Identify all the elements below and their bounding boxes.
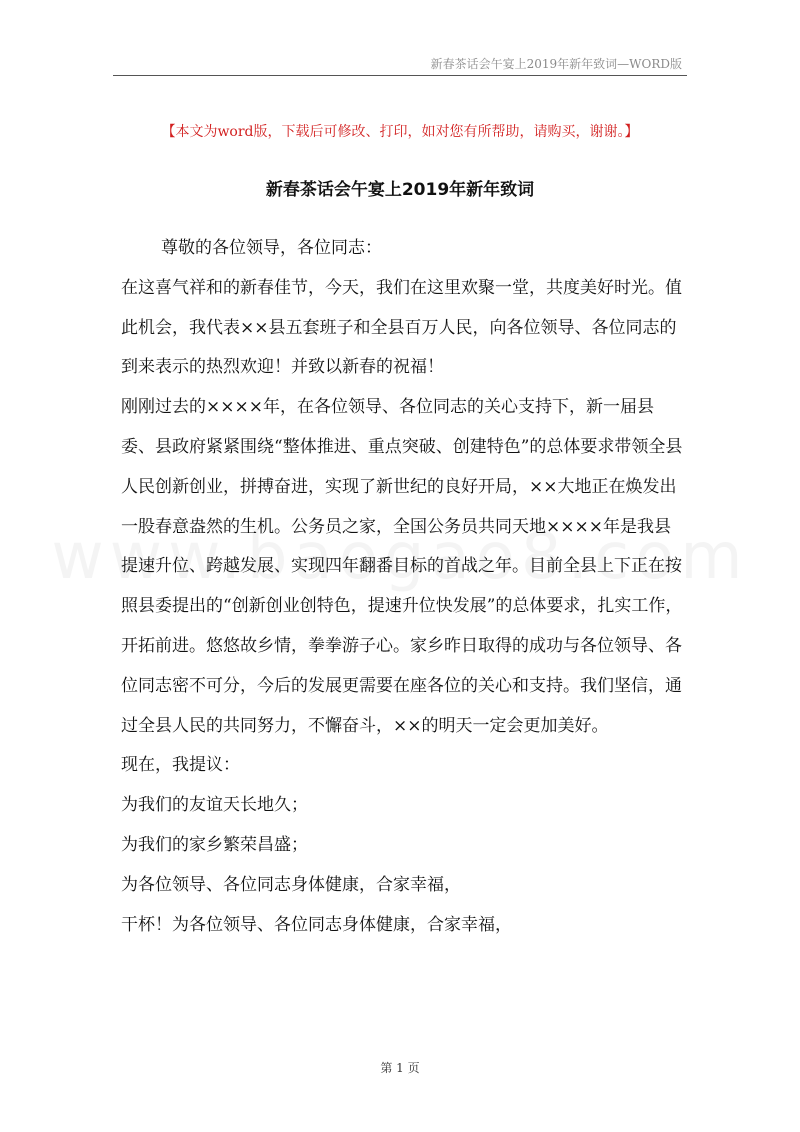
body-paragraph: 刚刚过去的××××年，在各位领导、各位同志的关心支持下，新一届县委、县政府紧紧围绕“整体推进、重点突破、创建特色”的总体要求带领全县人民创新创业，拼搏奋进，实现了新世纪的良好开局，××大地正在焕发出一股春意盎然的生机。公务员之家，全国公务员共同天地××××年是我县提速升位、跨越发展、实现四年翻番目标的首战之年。目前全县上下正在按照县委提出的“创新创业创特色，提速升位快发展”的总体要求，扎实工作，开拓前进。悠悠故乡情，拳拳游子心。家乡昨日取得的成功与各位领导、各位同志密不可分，今后的发展更需要在座各位的关心和支持。我们坚信，通过全县人民的共同努力，不懈奋斗，××的明天一定会更加美好。 [121,397,683,736]
toast-line: 为各位领导、各位同志身体健康，合家幸福， [121,874,461,895]
toast-line: 为我们的友谊天长地久； [121,795,308,816]
toast-line: 为我们的家乡繁荣昌盛； [121,834,308,855]
salutation-paragraph: 尊敬的各位领导，各位同志： [161,238,382,258]
body-paragraph: 现在，我提议： [121,755,240,776]
header-divider [113,75,687,76]
page-header: 新春茶话会午宴上2019年新年致词—WORD版 [430,57,682,71]
page-number: 第 1 页 [380,1061,420,1075]
body-paragraph: 在这喜气祥和的新春佳节，今天，我们在这里欢聚一堂，共度美好时光。值此机会，我代表××县五套班子和全县百万人民，向各位领导、各位同志的到来表示的热烈欢迎！并致以新春的祝福！ [121,277,682,378]
document-title: 新春茶话会午宴上2019年新年致词 [265,180,535,200]
document-body [121,229,687,945]
toast-line: 干杯！为各位领导、各位同志身体健康，合家幸福， [121,914,512,935]
purchase-notice: 【本文为word版，下载后可修改、打印，如对您有所帮助，请购买，谢谢。】 [161,124,639,140]
